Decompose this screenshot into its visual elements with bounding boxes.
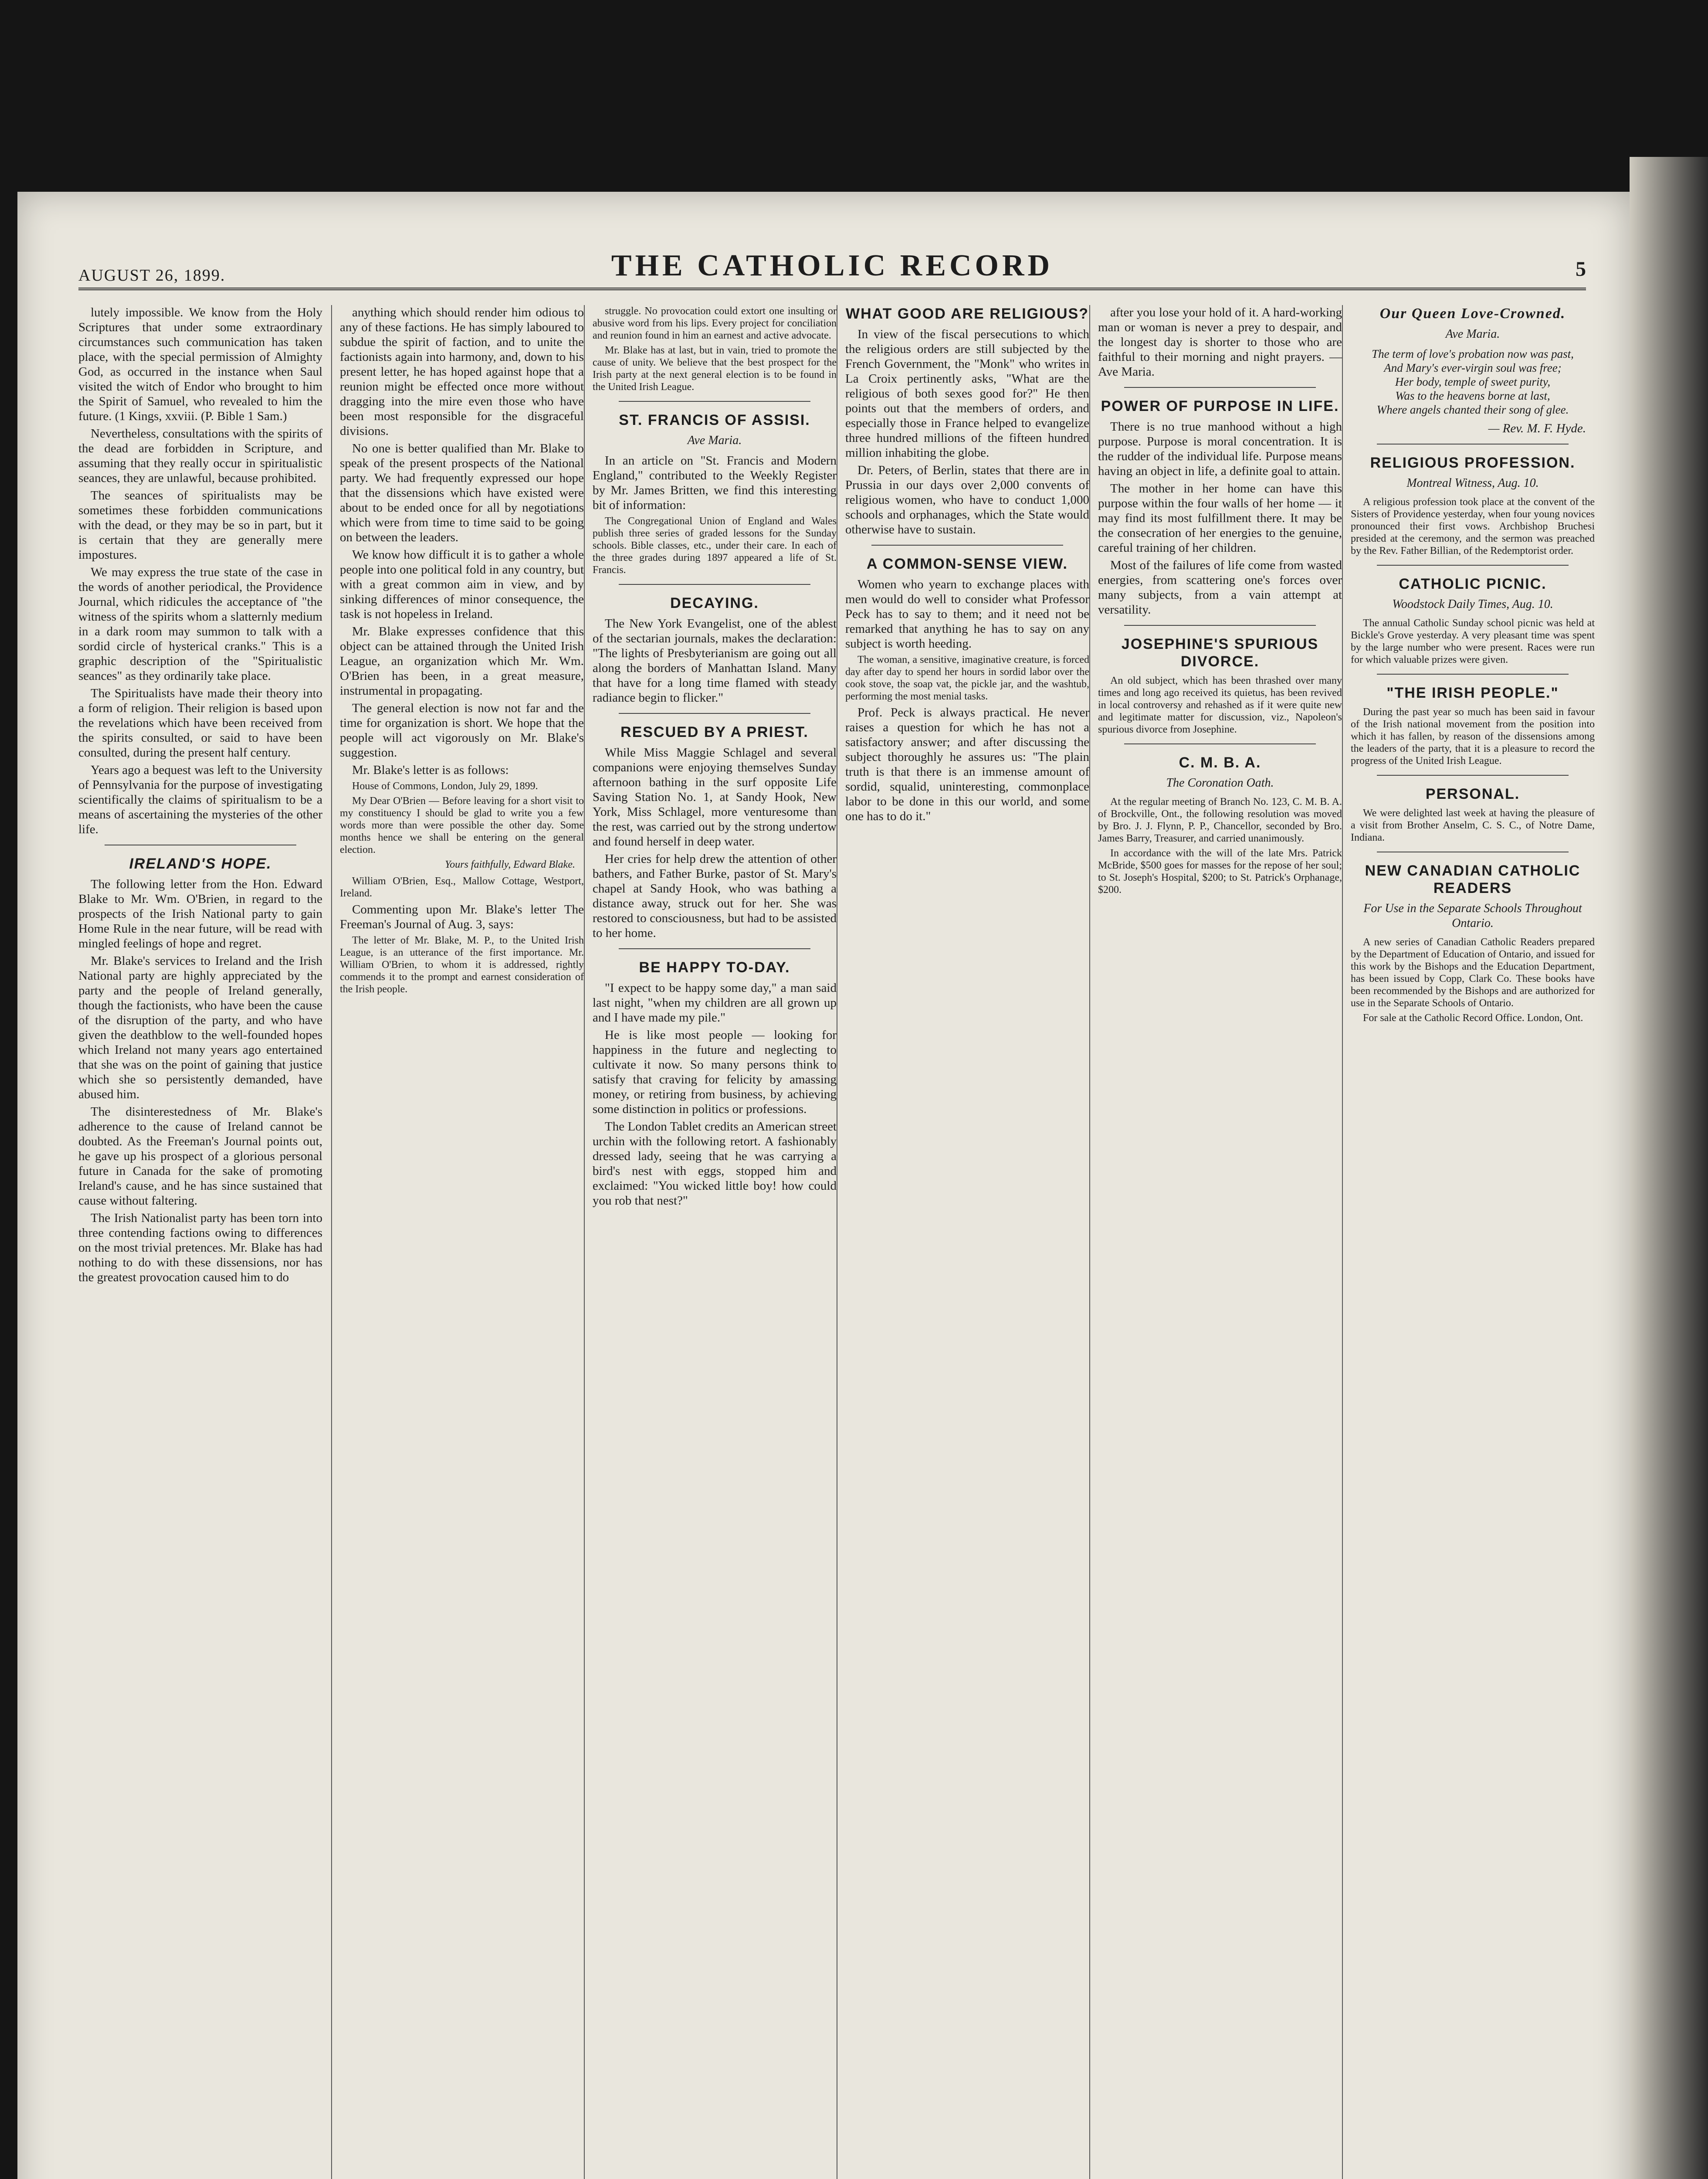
- article-heading: BE HAPPY TO-DAY.: [639, 959, 790, 976]
- article-text: "I expect to be happy some day," a man said last night, "when my children are all grown up and I have made my pile.": [593, 981, 837, 1025]
- article-text: Commenting upon Mr. Blake's letter The Freeman's Journal of Aug. 3, says:: [340, 903, 584, 931]
- article-heading: C. M. B. A.: [1179, 754, 1261, 771]
- article-text: Mr. Blake's letter is as follows:: [352, 763, 509, 777]
- article-text: There is no true manhood without a high purpose. Purpose is moral concentration. It is the rudder of the individual life. Purpose means having an object in life, a definite goal to attain.: [1098, 420, 1342, 478]
- letter-body: My Dear O'Brien — Before leaving for a short visit to my constituency I should be glad to write you a few words more than were possible the other day. Some months hence we shall be entering on the general election.: [340, 795, 584, 855]
- article-text: He is like most people — looking for happiness in the future and neglecting to cultivate it now. So many persons think to satisfy that craving for felicity by amassing money, or retiring from business, by achieving some distinction in politics or professions.: [593, 1028, 837, 1116]
- article-heading: POWER OF PURPOSE IN LIFE.: [1101, 398, 1339, 414]
- article-text: During the past year so much has been said in favour of the Irish national movement from the position into which it has fallen, by reason of the dissensions among the leaders of the party, that it is a pleasure to record the progress of the United Irish League.: [1351, 706, 1595, 767]
- article-text: We were delighted last week at having the pleasure of a visit from Brother Anselm, C. S. C., of Notre Dame, Indiana.: [1351, 808, 1595, 843]
- article-text: For sale at the Catholic Record Office. London, Ont.: [1363, 1012, 1583, 1024]
- article-text: The seances of spiritualists may be sometimes these forbidden communications with the dead, or they may be so in part, but it is certain that they are generally mere impostures.: [78, 489, 322, 562]
- article-text: Mr. Blake's services to Ireland and the Irish National party are highly appreciated by the party and the people of Ireland generally, though the factionists, who have been the cause of the disruption of the party, and who have given the deathblow to the well-founded hopes which Ireland not many years ago entertained that she was on the point of gaining that justice which she so persistently demanded, have abused him.: [78, 954, 322, 1101]
- poem-author: — Rev. M. F. Hyde.: [1488, 421, 1586, 435]
- column-rule: [584, 305, 585, 2179]
- masthead: [78, 248, 1586, 290]
- article-heading: RESCUED BY A PRIEST.: [620, 724, 809, 740]
- article-text: The Irish Nationalist party has been torn into three contending factions owing to differences on the most trivial pretences. Mr. Blake has had nothing to do with these dissensions, nor has the greatest provocation caused him to do: [78, 1211, 322, 1284]
- article-text: In accordance with the will of the late Mrs. Patrick McBride, $500 goes for masses for the repose of her soul; to St. Joseph's Hospital, $200; to St. Patrick's Orphanage, $200.: [1098, 848, 1342, 896]
- page-edge: [1630, 157, 1708, 2179]
- column-2: [340, 305, 584, 2179]
- article-text: lutely impossible. We know from the Holy Scriptures that under some extraordinary circumstances such communication has taken place, with the special permission of Almighty God, as occurred in the instance when Saul visited the witch of Endor who brought to him the Spirit of Samuel, who revealed to him the future. (1 Kings, xxviii. (P. Bible 1 Sam.): [78, 305, 322, 423]
- column-5: [1098, 305, 1342, 2179]
- article-text: A religious profession took place at the convent of the Sisters of Providence yesterday, when four young novices pronounced their first vows. Archbishop Bruchesi presided at the ceremony, and the sermon was preached by the Rev. Father Billian, of the Redemptorist order.: [1351, 496, 1595, 557]
- poem-source: Ave Maria.: [1445, 327, 1500, 341]
- column-1: [78, 305, 322, 2179]
- article-text: No one is better qualified than Mr. Blake to speak of the present prospects of the National party. We had frequently expressed our hope that the dissensions which have existed were about to be ended once for all by negotiations which were from time to time said to be going on between the leaders.: [340, 441, 584, 544]
- letter-signature: Yours faithfully, Edward Blake.: [445, 859, 575, 870]
- article-text: In an article on "St. Francis and Modern England," contributed to the Weekly Register by Mr. James Britten, we find this interesting bit of information:: [593, 454, 837, 512]
- article-text: The New York Evangelist, one of the ablest of the sectarian journals, makes the declaration: "The lights of Presbyterianism are going out all along the borders of Manhattan Island. Many that have for a long time flamed with steady radiance begin to flicker.": [593, 617, 837, 705]
- article-text: The letter of Mr. Blake, M. P., to the United Irish League, is an utterance of the first importance. Mr. William O'Brien, to whom it is addressed, rightly commends it to the prompt and earnest consideration of the Irish people.: [340, 935, 584, 995]
- column-6: [1351, 305, 1595, 2179]
- article-heading: RELIGIOUS PROFESSION.: [1370, 455, 1576, 471]
- article-heading: IRELAND'S HOPE.: [129, 855, 272, 872]
- article-text: Women who yearn to exchange places with men would do well to consider what Professor Peck has to say to them; and it need not be remarked that anything he has to say on any subject is worth heeding.: [845, 577, 1089, 651]
- divider: [1377, 444, 1569, 445]
- divider: [619, 713, 810, 714]
- article-text: The general election is now not far and the time for organization is short. We hope that the people will act vigorously on Mr. Blake's suggestion.: [340, 701, 584, 760]
- article-heading: "THE IRISH PEOPLE.": [1386, 685, 1559, 701]
- column-3: [593, 305, 837, 2179]
- article-text: We know how difficult it is to gather a whole people into one political fold in any country, but with a great common aim in view, and by sinking differences of minor consequence, the task is not hopeless in Ireland.: [340, 548, 584, 621]
- article-subheading: The Coronation Oath.: [1166, 776, 1274, 790]
- divider: [619, 401, 810, 402]
- article-text: The annual Catholic Sunday school picnic was held at Bickle's Grove yesterday. A very pleasant time was spent by the large number who were present. Races were run for which valuable prizes were given.: [1351, 618, 1595, 665]
- newspaper-title: THE CATHOLIC RECORD: [611, 249, 1054, 282]
- article-text: We may express the true state of the case in the words of another periodical, the Providence Journal, which ridicules the acceptance of "the witness of the spirits whom a slatternly medium in a dark room may summon to talk with a sordid circle of hysterical cranks." This is a graphic description of the "Spiritualistic seances" as they ordinarily take place.: [78, 565, 322, 683]
- poem-title: Our Queen Love-Crowned.: [1379, 305, 1566, 322]
- column-rule: [1089, 305, 1090, 2179]
- article-heading: DECAYING.: [670, 595, 759, 611]
- article-text: Mr. Blake expresses confidence that this object can be attained through the United Irish League, an organization which Mr. Wm. O'Brien has been, in a great measure, instrumental in propagating.: [340, 625, 584, 698]
- article-text: struggle. No provocation could extort one insulting or abusive word from his lips. Every project for conciliation and reunion found in him an earnest and active advocate.: [593, 305, 837, 341]
- divider: [619, 584, 810, 585]
- article-text: Years ago a bequest was left to the University of Pennsylvania for the purpose of investigating scientifically the claims of spiritualism to be a means of ascertaining the mysteries of the other life.: [78, 763, 322, 836]
- letter-dateline: House of Commons, London, July 29, 1899.: [352, 781, 538, 792]
- article-heading: JOSEPHINE'S SPURIOUS DIVORCE.: [1121, 636, 1319, 670]
- article-heading: WHAT GOOD ARE RELIGIOUS?: [846, 305, 1089, 322]
- article-text: anything which should render him odious to any of these factions. He has simply laboured to subdue the spirit of faction, and to unite the factionists again into harmony, and, down to his present letter, he has hoped against hope that a reunion might be effected once more without dragging into the mire even those who have been most responsible for the disgraceful divisions.: [340, 305, 584, 438]
- divider: [1124, 625, 1316, 626]
- quoted-text: The Congregational Union of England and Wales publish three series of graded lessons for the Sunday schools. Bible classes, etc., under their care. In each of the three grades during 1897 appeared a life of St. Francis.: [593, 516, 837, 576]
- article-text: The woman, a sensitive, imaginative creature, is forced day after day to spend her hours in sordid labor over the cook stove, the soap vat, the pickle jar, and the washtub, performing the most menial tasks.: [845, 654, 1089, 702]
- divider: [1124, 387, 1316, 388]
- divider: [619, 948, 810, 949]
- article-text: The disinterestedness of Mr. Blake's adherence to the cause of Ireland cannot be doubted. As the Freeman's Journal points out, he gave up his prospect of a glorious personal future in Canada for the sake of promoting Ireland's cause, and he has since sustained that cause without faltering.: [78, 1105, 322, 1208]
- article-subheading: For Use in the Separate Schools Throughout Ontario.: [1363, 902, 1582, 930]
- article-text: Her cries for help drew the attention of other bathers, and Father Burke, pastor of St. Mary's chapel at Sandy Hook, who was bathing a distance away, struck out for her. She was restored to consciousness, but had to be assisted to her home.: [593, 852, 837, 940]
- divider: [871, 545, 1063, 546]
- column-rule: [331, 305, 332, 2179]
- article-source: Woodstock Daily Times, Aug. 10.: [1392, 597, 1553, 611]
- article-text: after you lose your hold of it. A hard-working man or woman is never a prey to despair, and the longest day is shorter to those who are faithful to their morning and night prayers. — Ave Maria.: [1098, 305, 1342, 379]
- article-heading: ST. FRANCIS OF ASSISI.: [619, 412, 810, 428]
- article-text: A new series of Canadian Catholic Readers prepared by the Department of Education of Ontario, and issued for this work by the Bishops and the Education Department, has been issued by Copp, Clark Co. These books have been recommended by the Bishops and are authorized for use in the Separate Schools of Ontario.: [1351, 937, 1595, 1009]
- article-source: Montreal Witness, Aug. 10.: [1406, 476, 1539, 490]
- divider: [1377, 674, 1569, 675]
- poem-text: The term of love's probation now was past, And Mary's ever-virgin soul was free; Her body, temple of sweet purity, Was to the heavens borne at last, Where angels chanted their song of glee.: [1372, 347, 1574, 416]
- article-text: While Miss Maggie Schlagel and several companions were enjoying themselves Sunday afternoon bathing in the surf opposite Life Saving Station No. 1, at Sandy Hook, New York, Miss Schlagel, more venturesome than the rest, was carried out by the strong undertow and found herself in deep water.: [593, 746, 837, 849]
- article-text: Most of the failures of life come from wasted energies, from scattering one's forces over many subjects, from a vain attempt at versatility.: [1098, 558, 1342, 617]
- article-text: Prof. Peck is always practical. He never raises a question for which he has not a satisfactory answer; and after discussing the subject thoroughly he assures us: "The plain truth is that there is an immense amount of sordid, squalid, uninteresting, commonplace labor to be done in this our world, and some one has to do it.": [845, 706, 1089, 823]
- article-text: The following letter from the Hon. Edward Blake to Mr. Wm. O'Brien, in regard to the prospects of the Irish National party to gain Home Rule in the near future, will be read with mingled feelings of hope and regret.: [78, 877, 322, 950]
- article-text: Mr. Blake has at last, but in vain, tried to promote the cause of unity. We believe that the best prospect for the Irish party at the next general election is to be found in the United Irish League.: [593, 345, 837, 393]
- column-4: [845, 305, 1089, 2179]
- article-heading: PERSONAL.: [1425, 786, 1520, 802]
- article-text: The Spiritualists have made their theory into a form of religion. Their religion is based upon the revelations which have been received from the spirits consulted, or said to have been consulted, during the present half century.: [78, 686, 322, 760]
- article-text: An old subject, which has been thrashed over many times and long ago received its quietus, has been revived in local controversy and rehashed as if it were quite new and legitimate matter for discussion, viz., Napoleon's spurious divorce from Josephine.: [1098, 675, 1342, 735]
- column-rule: [1342, 305, 1343, 2179]
- letter-addressee: William O'Brien, Esq., Mallow Cottage, Westport, Ireland.: [340, 876, 584, 899]
- article-heading: CATHOLIC PICNIC.: [1399, 576, 1547, 592]
- article-text: Dr. Peters, of Berlin, states that there are in Prussia in our days over 2,000 convents of religious women, who have to conduct 1,000 schools and orphanages, which the State would otherwise have to sustain.: [845, 463, 1089, 536]
- article-text: The mother in her home can have this purpose within the four walls of her home — it may find its most fulfillment there. It may be the consecration of her energies to the genuine, careful training of her children.: [1098, 482, 1342, 555]
- divider: [1377, 775, 1569, 776]
- page-number: 5: [1576, 258, 1586, 281]
- issue-date: AUGUST 26, 1899.: [78, 266, 226, 285]
- article-text: At the regular meeting of Branch No. 123, C. M. B. A. of Brockville, Ont., the following resolution was moved by Bro. J. J. Flynn, P. P., Chancellor, seconded by Bro. James Barry, Treasurer, and carried unanimously.: [1098, 796, 1342, 844]
- newspaper-page: [17, 192, 1630, 2179]
- article-text: The London Tablet credits an American street urchin with the following retort. A fashionably dressed lady, seeing that he was carrying a bird's nest with eggs, stopped him and exclaimed: "You wicked little boy! how could you rob that nest?": [593, 1120, 837, 1208]
- article-source: Ave Maria.: [687, 434, 742, 447]
- article-text: Nevertheless, consultations with the spirits of the dead are forbidden in Scripture, and assuming that they really occur in spiritualistic seances, they are unlawful, because prohibited.: [78, 427, 322, 485]
- divider: [1377, 565, 1569, 566]
- article-heading: NEW CANADIAN CATHOLIC READERS: [1365, 862, 1581, 896]
- article-text: In view of the fiscal persecutions to which the religious orders are still subjected by the French Government, the "Monk" who writes in La Croix pertinently asks, "What are the religious of both sexes good for?" He then points out that the members of orders, and especially those in France helped to evangelize three hundred millions of the fifteen hundred million inhabiting the globe.: [845, 327, 1089, 460]
- divider: [1124, 743, 1316, 744]
- article-heading: A COMMON-SENSE VIEW.: [867, 556, 1068, 572]
